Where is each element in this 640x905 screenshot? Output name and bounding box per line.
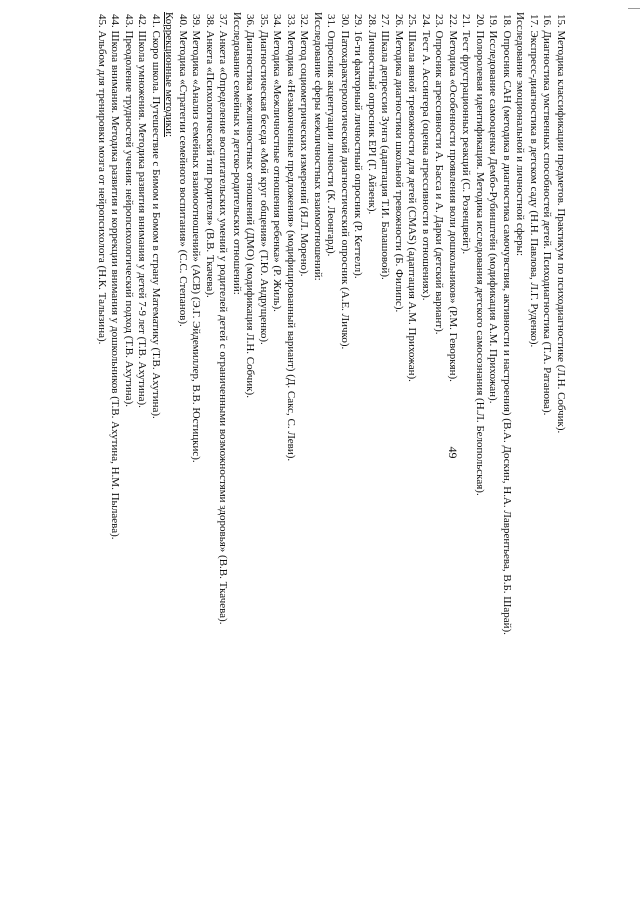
method-list-item: 22. Методика «Особенности проявления воли дошкольников» (Р.М. Геворкян). [447,14,459,382]
method-list-item: 43. Преодоление трудностей учения: нейропсихологический подход (Т.В. Ахутина). [123,14,135,407]
method-list-item: 38. Анкета «Психологический тип родителя» (В.В. Ткачева). [204,14,216,298]
method-list-item: 24. Тест А. Ассингера (оценка агрессивности в отношениях). [420,14,432,301]
section-heading: Коррекционные методики: [163,12,176,138]
method-list-item: 36. Диагностика межличностных отношений (ДМО) (модификация Л.Н. Собчик). [244,14,257,398]
method-list-item: 42. Школа умножения. Методика развития внимания у детей 7-9 лет (Т.В. Ахутина). [136,14,149,408]
method-list-item: 45. Альбом для тренировки мозга от нейропсихолога (Н.К. Талызина). [96,14,108,345]
method-list-item: 39. Методика «Анализ семейных взаимоотношений» (АСВ) (Э.Г. Эйдемиллер, В.В. Юстицкис). [190,14,203,463]
method-list-item: 23. Опросник агрессивности А. Басса и А. Дарки (детский вариант). [433,14,446,335]
method-list-item: 26. Методика диагностики школьной тревожности (Б. Филипс). [393,14,405,313]
method-list-item: 15. Методика классификации предметов. Практикум по психодиагностике (Л.Н. Собчик). [555,14,567,434]
method-list-item: 33. Методика «Незаконченные предложения» (модифицированный вариант) (Д. Сакс, С. Леви). [285,14,297,462]
method-list-item: 34. Методика «Межличностные отношения ребенка» (Р. Жиль). [271,14,284,312]
method-list-item: 27. Шкала депрессии Зунга (адаптация Т.И. Балашовой). [379,14,392,280]
method-list-item: 25. Шкала явной тревожности для детей (CMAS) (адаптация А.М. Прихожан). [406,14,419,382]
method-list-item: 31. Опросник акцентуации личности (К. Леонгард). [325,14,338,257]
method-list-item: 28. Личностный опросник EPI (Г. Айзенк). [366,14,378,215]
scan-edge-mark [628,8,640,9]
methods-list [95,12,568,897]
method-list-item: 40. Методика «Стратегии семейного воспитания» (С.С. Степанов). [177,14,189,327]
method-list-item: 16. Диагностика умственных способностей детей. Психодиагностика (Т.А. Ратанова). [541,14,554,416]
method-list-item: 44. Школа внимания. Методика развития и коррекции внимания у дошкольников (Т.В. Ахутина, Н.М. Пылаева). [109,14,122,540]
page-number: 49 [446,446,460,459]
method-list-item: 37. Анкета «Определение воспитательских умений у родителей детей с ограниченными возможностями здоровья» (В.В. Ткачева). [217,14,230,625]
section-heading: Исследование сферы межличностных взаимоотношений: [312,12,324,281]
method-list-item: 29. 16-ти факторный личностный опросник (Р. Кеттелл). [352,14,365,279]
method-list-item: 19. Исследование самооценки Дембо-Рубинштейн (модификация А.М. Прихожан). [487,14,500,404]
method-list-item: 20. Полоролевая идентификация. Методика исследования детского самосознания (Н.Л. Белопольская). [474,14,486,496]
section-heading: Исследование семейных и детско-родительских отношений: [231,12,243,295]
method-list-item: 32. Метод социометрических измерений (Я.Л. Морено). [298,14,311,277]
method-list-item: 21. Тест фрустрационных реакций (С. Розенцвейг). [460,14,473,255]
method-list-item: 41. Скоро школа. Путешествие с Бимом и Бомом в страну Математику (Т.В. Ахутина). [150,14,162,419]
method-list-item: 17. Экспресс-диагностика в детском саду (Н.Н. Павлова, Л.Г. Руденко). [528,14,540,348]
method-list-item: 18. Опросник САН (методика в диагностика самочувствия, активности и настроения) (В.А. Доскин, Н.А. Лаврентьева, В.Б. Шарай). [501,14,513,635]
method-list-item: 35. Диагностическая беседа «Мой круг общения» (Т.Ю. Андрущенко). [258,14,270,345]
section-heading: Исследование эмоциональной и личностной сферы: [514,12,527,257]
method-list-item: 30. Патохарактерологический диагностический опросник (А.Е. Личко). [339,14,351,350]
